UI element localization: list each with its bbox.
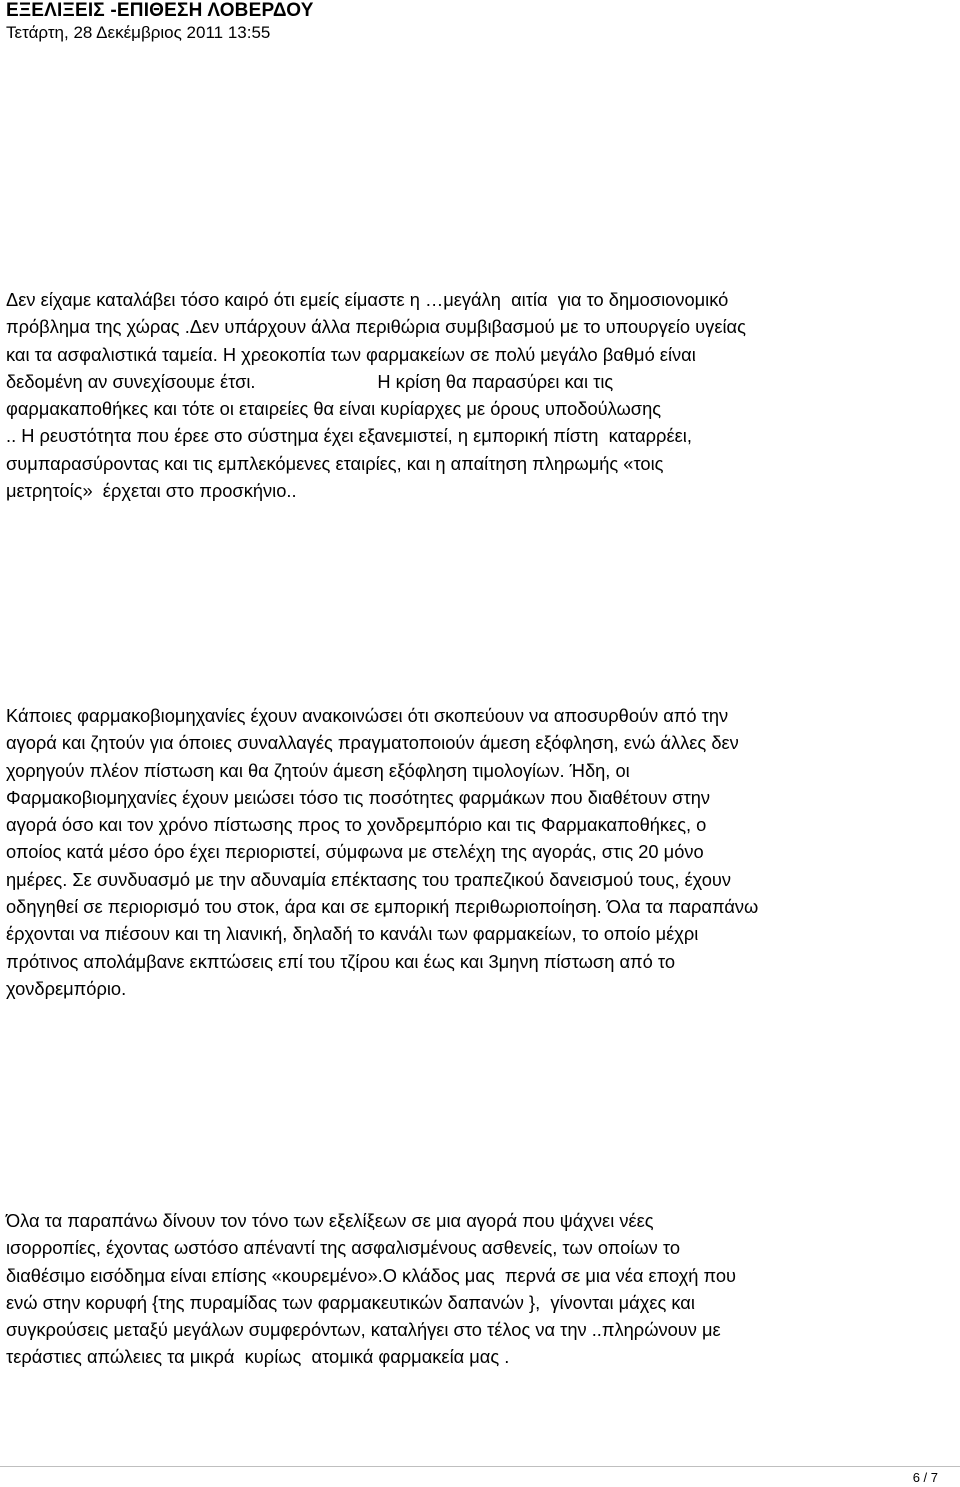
text-line: πρότινος απολάμβανε εκπτώσεις επί του τζίρου και έως και 3μηνη πίστωση από το: [6, 950, 676, 972]
text-line: μετρητοίς» έρχεται στο προσκήνιο..: [6, 480, 297, 502]
text-line: διαθέσιμο εισόδημα είναι επίσης «κουρεμένο».Ο κλάδος μας περνά σε μια νέα εποχή που: [6, 1264, 737, 1286]
page-number: 6 / 7: [912, 1470, 938, 1485]
text-line: οδηγηθεί σε περιορισμό του στοκ, άρα και σε εμπορική περιθωριοποίηση. Όλα τα παραπάνω: [6, 896, 759, 918]
text-line: Φαρμακοβιομηχανίες έχουν μειώσει τόσο τις ποσότητες φαρμάκων που διαθέτουν στην: [6, 786, 710, 808]
paragraph: [6, 1207, 956, 1371]
text-line: φαρμακαποθήκες και τότε οι εταιρείες θα είναι κυρίαρχες με όρους υποδούλωσης: [6, 398, 662, 420]
text-line: πρόβλημα της χώρας .Δεν υπάρχουν άλλα περιθώρια συμβιβασμού με το υπουργείο υγείας: [6, 316, 746, 338]
article-date: Τετάρτη, 28 Δεκέμβριος 2011 13:55: [6, 23, 271, 42]
text-line: Όλα τα παραπάνω δίνουν τον τόνο των εξελίξεων σε μια αγορά που ψάχνει νέες: [6, 1210, 654, 1231]
text-line: αγορά και ζητούν για όποιες συναλλαγές πραγματοποιούν άμεση εξόφληση, ενώ άλλες δεν: [6, 732, 739, 754]
text-line: ενώ στην κορυφή {της πυραμίδας των φαρμακευτικών δαπανών }, γίνονται μάχες και: [6, 1291, 695, 1313]
text-line: έρχονται να πιέσουν και τη λιανική, δηλαδή το κανάλι των φαρμακείων, το οποίο μέχρι: [6, 923, 699, 945]
text-line: χορηγούν πλέον πίστωση και θα ζητούν άμεση εξόφληση τιμολογίων. Ήδη, οι: [6, 759, 630, 781]
text-line: συγκρούσεις μεταξύ μεγάλων συμφερόντων, καταλήγει στο τέλος να την ..πληρώνουν με: [6, 1319, 721, 1341]
paragraph: [6, 702, 956, 1002]
text-line: .. Η ρευστότητα που έρεε στο σύστημα έχει εξανεμιστεί, η εμπορική πίστη καταρρέει,: [6, 425, 692, 447]
footer-divider: [0, 1466, 960, 1467]
text-line: χονδρεμπόριο.: [6, 977, 127, 999]
text-line: αγορά όσο και τον χρόνο πίστωσης προς το χονδρεμπόριο και τις Φαρμακαποθήκες, ο: [6, 814, 707, 836]
text-line: οποίος κατά μέσο όρο έχει περιοριστεί, σύμφωνα με στελέχη της αγοράς, στις 20 μόνο: [6, 841, 704, 863]
text-line: και τα ασφαλιστικά ταμεία. Η χρεοκοπία των φαρμακείων σε πολύ μεγάλο βαθμό είναι: [6, 343, 696, 365]
text-line: συμπαρασύροντας και τις εμπλεκόμενες εταιρίες, και η απαίτηση πληρωμής «τοις: [6, 452, 664, 474]
text-line: τεράστιες απώλειες τα μικρά κυρίως ατομικά φαρμακεία μας .: [6, 1346, 510, 1368]
text-line: ισορροπίες, έχοντας ωστόσο απέναντί της ασφαλισμένους ασθενείς, των οποίων το: [6, 1237, 680, 1259]
text-line: ημέρες. Σε συνδυασμό με την αδυναμία επέκτασης του τραπεζικού δανεισμού τους, έχουν: [6, 868, 732, 890]
text-line: Κάποιες φαρμακοβιομηχανίες έχουν ανακοινώσει ότι σκοπεύουν να αποσυρθούν από την: [6, 705, 729, 726]
paragraph: [6, 286, 956, 504]
article-title: ΕΞΕΛΙΞΕΙΣ -ΕΠΙΘΕΣΗ ΛΟΒΕΡΔΟΥ: [6, 0, 314, 21]
text-line: Δεν είχαμε καταλάβει τόσο καιρό ότι εμείς είμαστε η …μεγάλη αιτία για το δημοσιονομικό: [6, 289, 729, 310]
text-line: δεδομένη αν συνεχίσουμε έτσι. Η κρίση θα παρασύρει και τις: [6, 370, 614, 392]
page-header: [6, 0, 946, 44]
